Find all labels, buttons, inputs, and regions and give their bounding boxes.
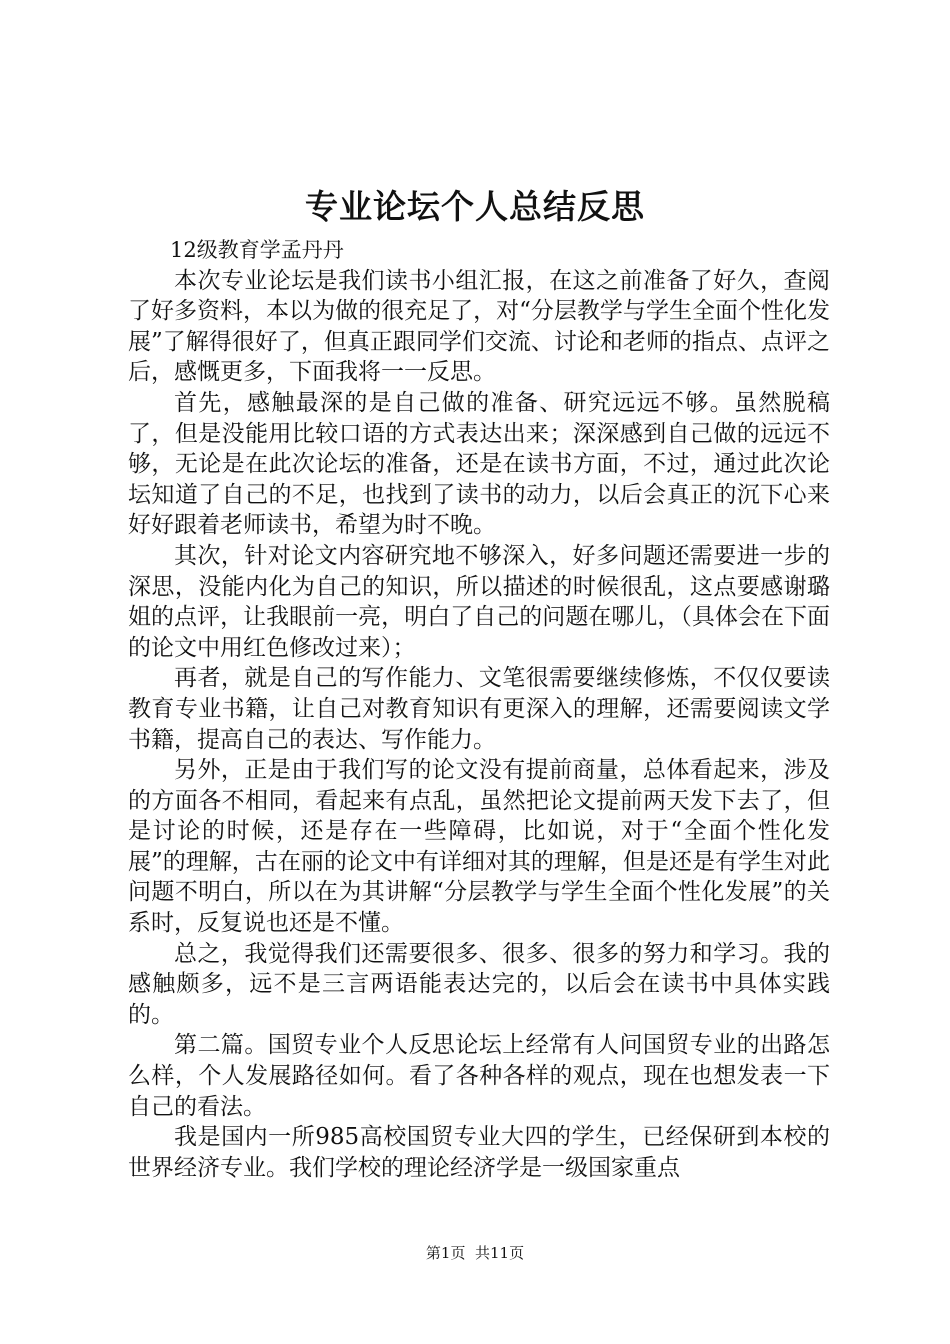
footer-separator [465, 1244, 475, 1262]
paragraph-8: 我是国内一所985高校国贸专业大四的学生，已经保研到本校的世界经济专业。我们学校的理论经济学是一级国家重点 [128, 1124, 830, 1181]
page-total: 共11页 [475, 1244, 525, 1262]
paragraph-6: 总之，我觉得我们还需要很多、很多、很多的努力和学习。我的感触颇多，远不是三言两语能表达完的，以后会在读书中具体实践的。 [128, 940, 830, 1028]
paragraph-1: 本次专业论坛是我们读书小组汇报，在这之前准备了好久，查阅了好多资料，本以为做的很充足了，对“分层教学与学生全面个性化发展”了解得很好了，但真正跟同学们交流、讨论和老师的指点、点评之后，感慨更多，下面我将一一反思。 [128, 267, 830, 386]
document-title: 专业论坛个人总结反思 [305, 187, 645, 226]
paragraph-3: 其次，针对论文内容研究地不够深入，好多问题还需要进一步的深思，没能内化为自己的知识，所以描述的时候很乱，这点要感谢璐姐的点评，让我眼前一亮，明白了自己的问题在哪儿，（具体会在下面的论文中用红色修改过来）； [128, 542, 830, 661]
paragraph-4: 再者，就是自己的写作能力、文笔很需要继续修炼，不仅仅要读教育专业书籍，让自己对教育知识有更深入的理解，还需要阅读文学书籍，提高自己的表达、写作能力。 [128, 665, 830, 753]
paragraph-7: 第二篇。国贸专业个人反思论坛上经常有人问国贸专业的出路怎么样，个人发展路径如何。看了各种各样的观点，现在也想发表一下自己的看法。 [128, 1032, 830, 1120]
author-line: 12级教育学孟丹丹 [170, 238, 344, 262]
page-footer [0, 1243, 950, 1263]
page-number: 第1页 [425, 1244, 466, 1262]
paragraph-5: 另外，正是由于我们写的论文没有提前商量，总体看起来，涉及的方面各不相同，看起来有点乱，虽然把论文提前两天发下去了，但是讨论的时候，还是存在一些障碍，比如说，对于“全面个性化发展”的理解，古在丽的论文中有详细对其的理解，但是还是有学生对此问题不明白，所以在为其讲解“分层教学与学生全面个性化发展”的关系时，反复说也还是不懂。 [128, 757, 830, 937]
paragraph-2: 首先，感触最深的是自己做的准备、研究远远不够。虽然脱稿了，但是没能用比较口语的方式表达出来；深深感到自己做的远远不够，无论是在此次论坛的准备，还是在读书方面，不过，通过此次论坛知道了自己的不足，也找到了读书的动力，以后会真正的沉下心来好好跟着老师读书，希望为时不晚。 [128, 389, 830, 539]
document-body [128, 235, 830, 1183]
